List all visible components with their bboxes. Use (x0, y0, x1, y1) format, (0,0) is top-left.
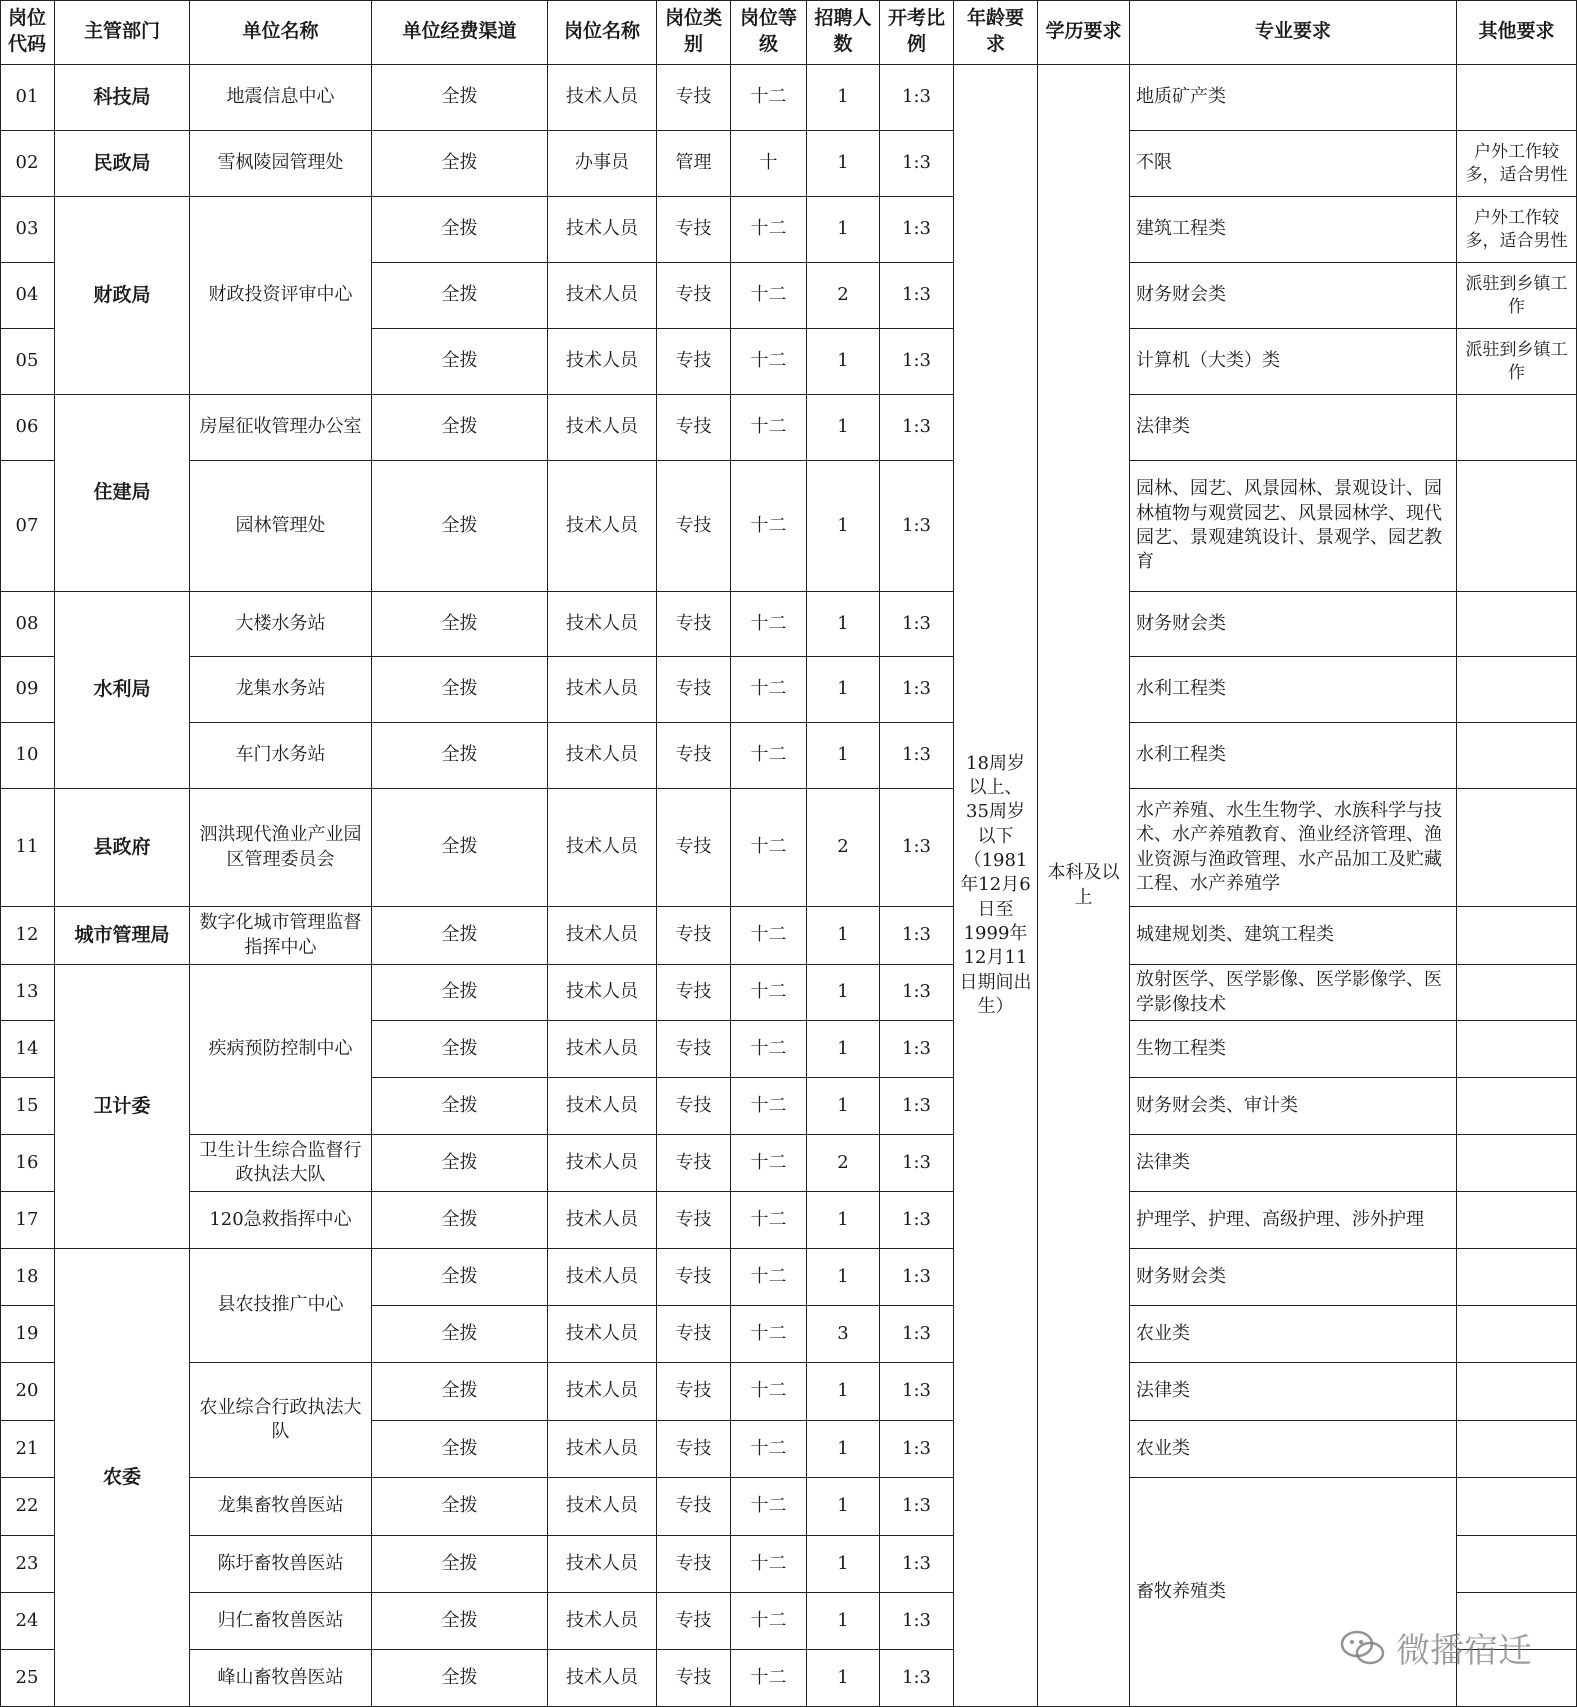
post-level-cell: 十二 (731, 329, 807, 395)
post-code-cell: 13 (0, 965, 55, 1021)
post-name-cell: 技术人员 (548, 1249, 657, 1306)
exam-ratio-cell: 1:3 (880, 329, 954, 395)
other-requirement-cell (1457, 1078, 1577, 1135)
fund-channel-cell: 全拨 (372, 263, 548, 329)
fund-channel-cell: 全拨 (372, 1021, 548, 1078)
post-code-cell: 07 (0, 461, 55, 592)
post-code-cell: 01 (0, 65, 55, 131)
post-level-cell: 十二 (731, 1078, 807, 1135)
exam-ratio-cell: 1:3 (880, 1363, 954, 1421)
unit-name-cell: 归仁畜牧兽医站 (190, 1593, 372, 1650)
post-code-cell: 17 (0, 1192, 55, 1249)
unit-name-cell: 陈圩畜牧兽医站 (190, 1536, 372, 1593)
exam-ratio-cell: 1:3 (880, 1536, 954, 1593)
post-name-cell: 技术人员 (548, 1421, 657, 1478)
post-category-cell: 专技 (657, 965, 731, 1021)
post-code-cell: 18 (0, 1249, 55, 1306)
fund-channel-cell: 全拨 (372, 1135, 548, 1192)
post-code-cell: 21 (0, 1421, 55, 1478)
post-name-cell: 技术人员 (548, 723, 657, 789)
exam-ratio-cell: 1:3 (880, 1135, 954, 1192)
unit-name-cell: 农业综合行政执法大队 (190, 1363, 372, 1478)
post-category-cell: 专技 (657, 789, 731, 907)
post-code-cell: 24 (0, 1593, 55, 1650)
recruit-count-cell: 1 (807, 1363, 880, 1421)
unit-name-cell: 卫生计生综合监督行政执法大队 (190, 1135, 372, 1192)
post-level-cell: 十二 (731, 461, 807, 592)
header-major-requirement: 专业要求 (1130, 0, 1457, 65)
exam-ratio-cell: 1:3 (880, 1306, 954, 1363)
major-requirement-cell: 护理学、护理、高级护理、涉外护理 (1130, 1192, 1457, 1249)
post-code-cell: 19 (0, 1306, 55, 1363)
post-name-cell: 技术人员 (548, 1478, 657, 1536)
other-requirement-cell (1457, 1135, 1577, 1192)
header-exam-ratio: 开考比例 (880, 0, 954, 65)
recruit-count-cell: 1 (807, 1478, 880, 1536)
unit-name-cell: 园林管理处 (190, 461, 372, 592)
post-category-cell: 专技 (657, 1421, 731, 1478)
post-code-cell: 11 (0, 789, 55, 907)
header-education-requirement: 学历要求 (1038, 0, 1130, 65)
post-level-cell: 十二 (731, 197, 807, 263)
recruit-count-cell: 1 (807, 1021, 880, 1078)
fund-channel-cell: 全拨 (372, 723, 548, 789)
post-category-cell: 专技 (657, 329, 731, 395)
post-level-cell: 十二 (731, 1478, 807, 1536)
unit-name-cell: 峰山畜牧兽医站 (190, 1650, 372, 1707)
header-post-level: 岗位等级 (731, 0, 807, 65)
header-post-code: 岗位代码 (0, 0, 55, 65)
other-requirement-cell: 派驻到乡镇工作 (1457, 329, 1577, 395)
post-name-cell: 技术人员 (548, 592, 657, 657)
exam-ratio-cell: 1:3 (880, 65, 954, 131)
fund-channel-cell: 全拨 (372, 657, 548, 723)
post-code-cell: 02 (0, 131, 55, 197)
exam-ratio-cell: 1:3 (880, 395, 954, 461)
other-requirement-cell (1457, 1478, 1577, 1536)
post-code-cell: 10 (0, 723, 55, 789)
department-cell: 县政府 (55, 789, 190, 907)
other-requirement-cell (1457, 723, 1577, 789)
fund-channel-cell: 全拨 (372, 1306, 548, 1363)
fund-channel-cell: 全拨 (372, 592, 548, 657)
post-level-cell: 十二 (731, 1021, 807, 1078)
other-requirement-cell (1457, 1363, 1577, 1421)
department-cell: 水利局 (55, 592, 190, 789)
exam-ratio-cell: 1:3 (880, 657, 954, 723)
post-name-cell: 技术人员 (548, 1650, 657, 1707)
major-requirement-cell: 城建规划类、建筑工程类 (1130, 907, 1457, 965)
major-requirement-cell: 财务财会类、审计类 (1130, 1078, 1457, 1135)
major-requirement-cell: 水产养殖、水生生物学、水族科学与技术、水产养殖教育、渔业经济管理、渔业资源与渔政管理、水产品加工及贮藏工程、水产养殖学 (1130, 789, 1457, 907)
other-requirement-cell (1457, 657, 1577, 723)
post-category-cell: 专技 (657, 1306, 731, 1363)
recruit-count-cell: 1 (807, 723, 880, 789)
recruit-count-cell: 1 (807, 1650, 880, 1707)
major-requirement-cell: 法律类 (1130, 1135, 1457, 1192)
post-level-cell: 十二 (731, 1135, 807, 1192)
fund-channel-cell: 全拨 (372, 1536, 548, 1593)
post-code-cell: 22 (0, 1478, 55, 1536)
exam-ratio-cell: 1:3 (880, 1650, 954, 1707)
major-requirement-cell: 计算机（大类）类 (1130, 329, 1457, 395)
recruit-count-cell: 1 (807, 1536, 880, 1593)
post-name-cell: 技术人员 (548, 1078, 657, 1135)
major-requirement-cell: 财务财会类 (1130, 263, 1457, 329)
unit-name-cell: 财政投资评审中心 (190, 197, 372, 395)
fund-channel-cell: 全拨 (372, 1421, 548, 1478)
post-name-cell: 技术人员 (548, 1306, 657, 1363)
post-category-cell: 专技 (657, 1249, 731, 1306)
post-code-cell: 25 (0, 1650, 55, 1707)
post-category-cell: 专技 (657, 1021, 731, 1078)
exam-ratio-cell: 1:3 (880, 789, 954, 907)
post-name-cell: 技术人员 (548, 197, 657, 263)
unit-name-cell: 县农技推广中心 (190, 1249, 372, 1363)
header-post-category: 岗位类别 (657, 0, 731, 65)
recruit-count-cell: 2 (807, 263, 880, 329)
fund-channel-cell: 全拨 (372, 1192, 548, 1249)
post-code-cell: 23 (0, 1536, 55, 1593)
post-name-cell: 技术人员 (548, 65, 657, 131)
department-cell: 城市管理局 (55, 907, 190, 965)
post-category-cell: 专技 (657, 1536, 731, 1593)
post-name-cell: 技术人员 (548, 657, 657, 723)
exam-ratio-cell: 1:3 (880, 1478, 954, 1536)
exam-ratio-cell: 1:3 (880, 1021, 954, 1078)
post-level-cell: 十二 (731, 1536, 807, 1593)
other-requirement-cell (1457, 1249, 1577, 1306)
department-cell: 住建局 (55, 395, 190, 592)
education-requirement-cell: 本科及以上 (1038, 65, 1130, 1707)
recruit-count-cell: 1 (807, 965, 880, 1021)
fund-channel-cell: 全拨 (372, 131, 548, 197)
post-level-cell: 十二 (731, 965, 807, 1021)
fund-channel-cell: 全拨 (372, 1249, 548, 1306)
unit-name-cell: 数字化城市管理监督指挥中心 (190, 907, 372, 965)
post-level-cell: 十二 (731, 263, 807, 329)
fund-channel-cell: 全拨 (372, 1363, 548, 1421)
post-level-cell: 十二 (731, 65, 807, 131)
post-code-cell: 08 (0, 592, 55, 657)
major-requirement-cell: 农业类 (1130, 1306, 1457, 1363)
recruit-count-cell: 1 (807, 1421, 880, 1478)
major-requirement-cell: 水利工程类 (1130, 657, 1457, 723)
major-requirement-cell: 生物工程类 (1130, 1021, 1457, 1078)
unit-name-cell: 龙集水务站 (190, 657, 372, 723)
post-level-cell: 十二 (731, 789, 807, 907)
header-other-requirement: 其他要求 (1457, 0, 1577, 65)
post-category-cell: 专技 (657, 1192, 731, 1249)
other-requirement-cell (1457, 461, 1577, 592)
post-category-cell: 管理 (657, 131, 731, 197)
recruit-count-cell: 1 (807, 197, 880, 263)
major-requirement-cell: 财务财会类 (1130, 592, 1457, 657)
fund-channel-cell: 全拨 (372, 329, 548, 395)
post-code-cell: 03 (0, 197, 55, 263)
other-requirement-cell: 派驻到乡镇工作 (1457, 263, 1577, 329)
post-code-cell: 15 (0, 1078, 55, 1135)
exam-ratio-cell: 1:3 (880, 907, 954, 965)
post-name-cell: 办事员 (548, 131, 657, 197)
recruit-count-cell: 2 (807, 1135, 880, 1192)
other-requirement-cell (1457, 907, 1577, 965)
post-name-cell: 技术人员 (548, 1536, 657, 1593)
post-name-cell: 技术人员 (548, 263, 657, 329)
recruit-count-cell: 1 (807, 461, 880, 592)
major-requirement-cell: 不限 (1130, 131, 1457, 197)
post-name-cell: 技术人员 (548, 907, 657, 965)
exam-ratio-cell: 1:3 (880, 197, 954, 263)
post-level-cell: 十二 (731, 907, 807, 965)
exam-ratio-cell: 1:3 (880, 1078, 954, 1135)
post-category-cell: 专技 (657, 263, 731, 329)
exam-ratio-cell: 1:3 (880, 131, 954, 197)
post-category-cell: 专技 (657, 657, 731, 723)
major-requirement-cell: 建筑工程类 (1130, 197, 1457, 263)
other-requirement-cell (1457, 592, 1577, 657)
post-category-cell: 专技 (657, 1363, 731, 1421)
post-name-cell: 技术人员 (548, 1593, 657, 1650)
major-requirement-cell: 农业类 (1130, 1421, 1457, 1478)
fund-channel-cell: 全拨 (372, 197, 548, 263)
fund-channel-cell: 全拨 (372, 907, 548, 965)
wechat-icon (1340, 1628, 1386, 1668)
recruit-count-cell: 1 (807, 1249, 880, 1306)
fund-channel-cell: 全拨 (372, 65, 548, 131)
post-category-cell: 专技 (657, 395, 731, 461)
fund-channel-cell: 全拨 (372, 789, 548, 907)
post-category-cell: 专技 (657, 1593, 731, 1650)
post-name-cell: 技术人员 (548, 965, 657, 1021)
other-requirement-cell (1457, 1536, 1577, 1593)
post-level-cell: 十二 (731, 1192, 807, 1249)
unit-name-cell: 地震信息中心 (190, 65, 372, 131)
unit-name-cell: 大楼水务站 (190, 592, 372, 657)
department-cell: 卫计委 (55, 965, 190, 1249)
post-category-cell: 专技 (657, 1135, 731, 1192)
unit-name-cell: 疾病预防控制中心 (190, 965, 372, 1135)
other-requirement-cell (1457, 1192, 1577, 1249)
post-level-cell: 十二 (731, 1421, 807, 1478)
major-requirement-cell: 财务财会类 (1130, 1249, 1457, 1306)
recruit-count-cell: 1 (807, 1078, 880, 1135)
other-requirement-cell (1457, 395, 1577, 461)
major-requirement-cell: 法律类 (1130, 395, 1457, 461)
watermark (1340, 1623, 1532, 1672)
exam-ratio-cell: 1:3 (880, 592, 954, 657)
other-requirement-cell (1457, 65, 1577, 131)
other-requirement-cell: 户外工作较多，适合男性 (1457, 197, 1577, 263)
post-level-cell: 十二 (731, 657, 807, 723)
unit-name-cell: 车门水务站 (190, 723, 372, 789)
exam-ratio-cell: 1:3 (880, 1192, 954, 1249)
post-category-cell: 专技 (657, 1650, 731, 1707)
post-category-cell: 专技 (657, 907, 731, 965)
other-requirement-cell: 户外工作较多，适合男性 (1457, 131, 1577, 197)
post-category-cell: 专技 (657, 1478, 731, 1536)
watermark-text: 微播宿迁 (1396, 1631, 1532, 1671)
major-requirement-cell: 地质矿产类 (1130, 65, 1457, 131)
post-code-cell: 16 (0, 1135, 55, 1192)
other-requirement-cell (1457, 965, 1577, 1021)
unit-name-cell: 房屋征收管理办公室 (190, 395, 372, 461)
fund-channel-cell: 全拨 (372, 1650, 548, 1707)
unit-name-cell: 120急救指挥中心 (190, 1192, 372, 1249)
post-category-cell: 专技 (657, 723, 731, 789)
department-cell: 农委 (55, 1249, 190, 1707)
other-requirement-cell (1457, 789, 1577, 907)
department-cell: 财政局 (55, 197, 190, 395)
exam-ratio-cell: 1:3 (880, 965, 954, 1021)
post-level-cell: 十二 (731, 395, 807, 461)
fund-channel-cell: 全拨 (372, 1478, 548, 1536)
post-name-cell: 技术人员 (548, 1363, 657, 1421)
fund-channel-cell: 全拨 (372, 1078, 548, 1135)
post-level-cell: 十二 (731, 592, 807, 657)
department-cell: 民政局 (55, 131, 190, 197)
post-code-cell: 09 (0, 657, 55, 723)
header-post-name: 岗位名称 (548, 0, 657, 65)
recruit-count-cell: 1 (807, 395, 880, 461)
unit-name-cell: 雪枫陵园管理处 (190, 131, 372, 197)
age-requirement-cell: 18周岁以上、35周岁以下（1981年12月6日至1999年12月11日期间出生） (954, 65, 1038, 1707)
recruit-count-cell: 3 (807, 1306, 880, 1363)
header-age-requirement: 年龄要求 (954, 0, 1038, 65)
recruit-count-cell: 1 (807, 329, 880, 395)
post-category-cell: 专技 (657, 592, 731, 657)
exam-ratio-cell: 1:3 (880, 263, 954, 329)
header-fund-channel: 单位经费渠道 (372, 0, 548, 65)
post-name-cell: 技术人员 (548, 1021, 657, 1078)
post-code-cell: 14 (0, 1021, 55, 1078)
fund-channel-cell: 全拨 (372, 461, 548, 592)
header-unit-name: 单位名称 (190, 0, 372, 65)
post-code-cell: 05 (0, 329, 55, 395)
other-requirement-cell (1457, 1306, 1577, 1363)
post-category-cell: 专技 (657, 461, 731, 592)
unit-name-cell: 龙集畜牧兽医站 (190, 1478, 372, 1536)
major-requirement-cell: 法律类 (1130, 1363, 1457, 1421)
post-name-cell: 技术人员 (548, 395, 657, 461)
exam-ratio-cell: 1:3 (880, 461, 954, 592)
exam-ratio-cell: 1:3 (880, 723, 954, 789)
post-name-cell: 技术人员 (548, 1192, 657, 1249)
post-level-cell: 十二 (731, 1363, 807, 1421)
post-code-cell: 20 (0, 1363, 55, 1421)
post-level-cell: 十二 (731, 723, 807, 789)
fund-channel-cell: 全拨 (372, 395, 548, 461)
exam-ratio-cell: 1:3 (880, 1249, 954, 1306)
recruit-count-cell: 1 (807, 592, 880, 657)
major-requirement-cell: 水利工程类 (1130, 723, 1457, 789)
major-requirement-cell: 放射医学、医学影像、医学影像学、医学影像技术 (1130, 965, 1457, 1021)
major-requirement-cell: 畜牧养殖类 (1130, 1478, 1457, 1707)
header-recruit-count: 招聘人数 (807, 0, 880, 65)
fund-channel-cell: 全拨 (372, 1593, 548, 1650)
recruit-count-cell: 1 (807, 657, 880, 723)
recruit-count-cell: 1 (807, 65, 880, 131)
post-level-cell: 十二 (731, 1306, 807, 1363)
recruit-count-cell: 1 (807, 1192, 880, 1249)
post-code-cell: 12 (0, 907, 55, 965)
recruit-count-cell: 1 (807, 1593, 880, 1650)
exam-ratio-cell: 1:3 (880, 1421, 954, 1478)
fund-channel-cell: 全拨 (372, 965, 548, 1021)
recruit-count-cell: 1 (807, 907, 880, 965)
post-code-cell: 04 (0, 263, 55, 329)
post-name-cell: 技术人员 (548, 789, 657, 907)
post-category-cell: 专技 (657, 197, 731, 263)
other-requirement-cell (1457, 1021, 1577, 1078)
post-level-cell: 十 (731, 131, 807, 197)
major-requirement-cell: 园林、园艺、风景园林、景观设计、园林植物与观赏园艺、风景园林学、现代园艺、景观建筑设计、景观学、园艺教育 (1130, 461, 1457, 592)
post-name-cell: 技术人员 (548, 461, 657, 592)
header-department: 主管部门 (55, 0, 190, 65)
department-cell: 科技局 (55, 65, 190, 131)
exam-ratio-cell: 1:3 (880, 1593, 954, 1650)
recruit-count-cell: 1 (807, 131, 880, 197)
recruit-count-cell: 2 (807, 789, 880, 907)
post-code-cell: 06 (0, 395, 55, 461)
unit-name-cell: 泗洪现代渔业产业园区管理委员会 (190, 789, 372, 907)
post-name-cell: 技术人员 (548, 1135, 657, 1192)
post-category-cell: 专技 (657, 1078, 731, 1135)
post-category-cell: 专技 (657, 65, 731, 131)
post-level-cell: 十二 (731, 1249, 807, 1306)
post-name-cell: 技术人员 (548, 329, 657, 395)
post-level-cell: 十二 (731, 1650, 807, 1707)
post-level-cell: 十二 (731, 1593, 807, 1650)
other-requirement-cell (1457, 1421, 1577, 1478)
